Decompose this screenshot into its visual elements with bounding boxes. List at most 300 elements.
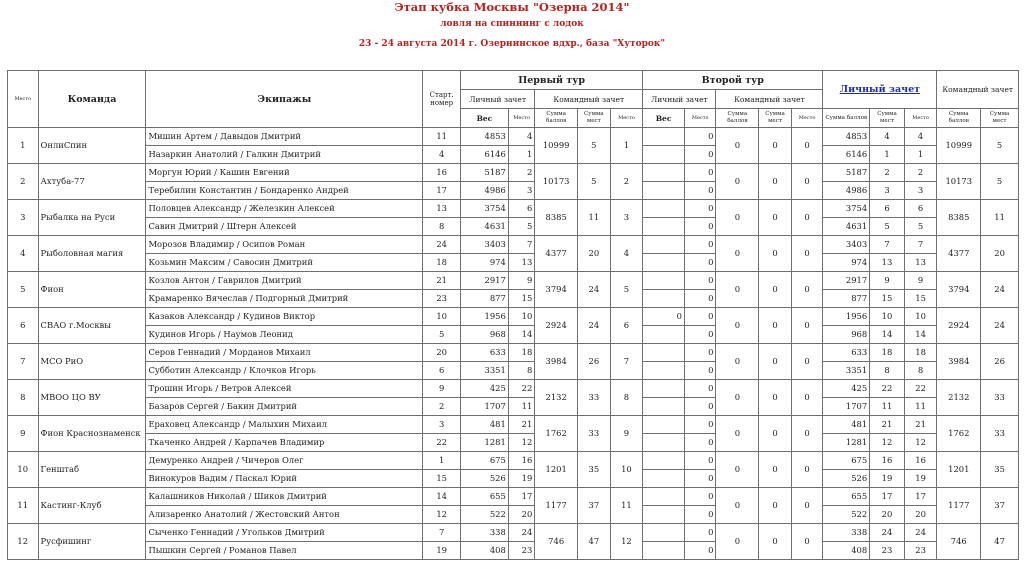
personal-weight: 1281	[823, 434, 870, 452]
r2-sum-points-header: Сумма баллов	[716, 109, 759, 128]
page-title: Этап кубка Москвы "Озерна 2014"	[394, 0, 630, 14]
table-row	[8, 416, 1019, 434]
total-sum-places-header: Сумма мест	[981, 109, 1019, 128]
table-row	[8, 236, 1019, 254]
total-places: 5	[981, 164, 1019, 200]
table-row	[8, 308, 1019, 326]
r1-weight: 974	[460, 254, 508, 272]
r1-place: 12	[508, 434, 534, 452]
total-sum: 8385	[937, 200, 981, 236]
r2-weight: 0	[643, 308, 685, 326]
crew-name: Пышкин Сергей / Романов Павел	[146, 542, 423, 560]
r1-place: 8	[508, 362, 534, 380]
r1-sum-points-header: Сумма баллов	[535, 109, 578, 128]
r1-place: 6	[508, 200, 534, 218]
r1-team-places: 26	[578, 344, 611, 380]
r1-team-sum: 2132	[535, 380, 578, 416]
total-places: 11	[981, 200, 1019, 236]
start-number: 20	[423, 344, 461, 362]
r2-place: 0	[684, 506, 716, 524]
r1-team-sum: 1762	[535, 416, 578, 452]
r1-place: 13	[508, 254, 534, 272]
team-place: 2	[8, 164, 39, 200]
r2-weight	[643, 254, 685, 272]
r1-weight: 3754	[460, 200, 508, 218]
r2-team-places: 0	[759, 416, 792, 452]
total-sum: 4377	[937, 236, 981, 272]
table-row	[8, 524, 1019, 542]
total-sum: 3794	[937, 272, 981, 308]
personal-places: 9	[870, 272, 905, 290]
crew-name: Морозов Владимир / Осипов Роман	[146, 236, 423, 254]
crew-name: Трошин Игорь / Ветров Алексей	[146, 380, 423, 398]
r2-team-places: 0	[759, 128, 792, 164]
personal-weight: 3754	[823, 200, 870, 218]
total-sum: 2132	[937, 380, 981, 416]
r2-team-rank: 0	[791, 488, 823, 524]
total-places: 47	[981, 524, 1019, 560]
r1-team-places: 11	[578, 200, 611, 236]
r2-weight	[643, 506, 685, 524]
r2-place: 0	[684, 128, 716, 146]
personal-places: 24	[870, 524, 905, 542]
r2-team-rank: 0	[791, 416, 823, 452]
personal-weight: 408	[823, 542, 870, 560]
table-row	[8, 470, 1019, 488]
personal-rank: 4	[904, 128, 937, 146]
r1-weight: 4986	[460, 182, 508, 200]
start-number: 14	[423, 488, 461, 506]
personal-rank: 13	[904, 254, 937, 272]
crew-name: Сыченко Геннадий / Угольков Дмитрий	[146, 524, 423, 542]
r2-place: 0	[684, 398, 716, 416]
personal-places: 21	[870, 416, 905, 434]
table-row	[8, 542, 1019, 560]
personal-weight: 522	[823, 506, 870, 524]
start-number: 13	[423, 200, 461, 218]
personal-rank: 22	[904, 380, 937, 398]
crew-name: Назаркин Анатолий / Галкин Дмитрий	[146, 146, 423, 164]
team-total-header: Командный зачет	[937, 71, 1019, 109]
team-place: 11	[8, 488, 39, 524]
r1-place: 19	[508, 470, 534, 488]
table-row	[8, 452, 1019, 470]
personal-sum-points-header: Сумма баллов	[823, 109, 870, 128]
r2-weight	[643, 524, 685, 542]
start-number: 19	[423, 542, 461, 560]
r1-team-rank: 6	[610, 308, 643, 344]
personal-link-header	[823, 71, 937, 109]
r1-weight: 633	[460, 344, 508, 362]
total-places: 20	[981, 236, 1019, 272]
personal-rank: 21	[904, 416, 937, 434]
r1-team-places: 33	[578, 380, 611, 416]
personal-rank: 23	[904, 542, 937, 560]
r2-place: 0	[684, 470, 716, 488]
personal-weight: 526	[823, 470, 870, 488]
team-name: МВОО ЦО ВУ	[38, 380, 146, 416]
r1-place: 24	[508, 524, 534, 542]
crew-name: Мишин Артем / Давыдов Дмитрий	[146, 128, 423, 146]
col-team-header: Команда	[38, 71, 146, 128]
crew-name: Савин Дмитрий / Штерн Алексей	[146, 218, 423, 236]
r2-team-places: 0	[759, 272, 792, 308]
personal-weight: 425	[823, 380, 870, 398]
crew-name: Ткаченко Андрей / Карпачев Владимир	[146, 434, 423, 452]
personal-weight: 4631	[823, 218, 870, 236]
start-number: 10	[423, 308, 461, 326]
personal-places: 7	[870, 236, 905, 254]
total-sum: 3984	[937, 344, 981, 380]
r1-team-sum: 4377	[535, 236, 578, 272]
r1-team-sum: 10999	[535, 128, 578, 164]
start-number: 22	[423, 434, 461, 452]
r1-weight: 2917	[460, 272, 508, 290]
personal-places: 13	[870, 254, 905, 272]
personal-standings-link[interactable]: Личный зачет	[839, 84, 921, 95]
total-places: 35	[981, 452, 1019, 488]
r1-rank-header: Место	[610, 109, 643, 128]
total-places: 24	[981, 308, 1019, 344]
r1-team-sum: 1177	[535, 488, 578, 524]
table-row	[8, 362, 1019, 380]
r1-team-places: 5	[578, 164, 611, 200]
personal-places: 17	[870, 488, 905, 506]
r2-place: 0	[684, 272, 716, 290]
r1-place: 16	[508, 452, 534, 470]
personal-places: 4	[870, 128, 905, 146]
personal-weight: 4853	[823, 128, 870, 146]
r1-weight: 1707	[460, 398, 508, 416]
r1-place: 5	[508, 218, 534, 236]
team-name: СВАО г.Москвы	[38, 308, 146, 344]
personal-weight: 2917	[823, 272, 870, 290]
r2-place: 0	[684, 164, 716, 182]
personal-weight: 877	[823, 290, 870, 308]
crew-name: Крамаренко Вячеслав / Подгорный Дмитрий	[146, 290, 423, 308]
total-places: 26	[981, 344, 1019, 380]
r2-place: 0	[684, 452, 716, 470]
team-place: 5	[8, 272, 39, 308]
crew-name: Половцев Александр / Железкин Алексей	[146, 200, 423, 218]
table-row	[8, 380, 1019, 398]
personal-weight: 3403	[823, 236, 870, 254]
total-sum: 10999	[937, 128, 981, 164]
crew-name: Козлов Антон / Гаврилов Дмитрий	[146, 272, 423, 290]
table-row	[8, 182, 1019, 200]
r1-team-places: 35	[578, 452, 611, 488]
r1-team-rank: 3	[610, 200, 643, 236]
r1-team-rank: 10	[610, 452, 643, 488]
r2-team-places: 0	[759, 164, 792, 200]
r2-team-rank: 0	[791, 164, 823, 200]
start-number: 23	[423, 290, 461, 308]
personal-weight: 481	[823, 416, 870, 434]
r2-place: 0	[684, 236, 716, 254]
start-number: 15	[423, 470, 461, 488]
r2-weight-header: Вес	[643, 109, 685, 128]
personal-places: 1	[870, 146, 905, 164]
personal-weight: 655	[823, 488, 870, 506]
r1-sum-places-header: Сумма мест	[578, 109, 611, 128]
crew-name: Серов Геннадий / Морданов Михаил	[146, 344, 423, 362]
personal-weight: 3351	[823, 362, 870, 380]
r2-team-header: Командный зачет	[716, 90, 823, 109]
table-row	[8, 326, 1019, 344]
r2-weight	[643, 452, 685, 470]
r2-weight	[643, 416, 685, 434]
personal-rank: 7	[904, 236, 937, 254]
table-row	[8, 290, 1019, 308]
personal-weight: 4986	[823, 182, 870, 200]
start-number: 5	[423, 326, 461, 344]
table-row	[8, 506, 1019, 524]
r2-place: 0	[684, 308, 716, 326]
team-name: Рыбалка на Руси	[38, 200, 146, 236]
r2-weight	[643, 344, 685, 362]
crew-name: Теребилин Константин / Бондаренко Андрей	[146, 182, 423, 200]
personal-rank: 8	[904, 362, 937, 380]
r1-weight: 877	[460, 290, 508, 308]
results-body	[8, 128, 1019, 560]
team-name: Фион	[38, 272, 146, 308]
r1-team-rank: 4	[610, 236, 643, 272]
table-row	[8, 146, 1019, 164]
r1-weight-header: Вес	[460, 109, 508, 128]
team-place: 8	[8, 380, 39, 416]
start-number: 11	[423, 128, 461, 146]
r1-weight: 408	[460, 542, 508, 560]
r2-place: 0	[684, 416, 716, 434]
total-sum: 1177	[937, 488, 981, 524]
r1-place: 14	[508, 326, 534, 344]
page-subtitle: ловля на спиннинг с лодок	[440, 19, 584, 29]
r1-place: 20	[508, 506, 534, 524]
r1-place: 1	[508, 146, 534, 164]
r1-place: 10	[508, 308, 534, 326]
r2-place: 0	[684, 524, 716, 542]
start-number: 6	[423, 362, 461, 380]
crew-name: Кудинов Игорь / Наумов Леонид	[146, 326, 423, 344]
personal-rank: 6	[904, 200, 937, 218]
start-number: 3	[423, 416, 461, 434]
r2-weight	[643, 272, 685, 290]
start-number: 16	[423, 164, 461, 182]
personal-rank: 3	[904, 182, 937, 200]
total-places: 33	[981, 380, 1019, 416]
r2-team-places: 0	[759, 452, 792, 488]
personal-rank: 10	[904, 308, 937, 326]
personal-rank: 15	[904, 290, 937, 308]
total-sum-points-header: Сумма баллов	[937, 109, 981, 128]
r1-team-places: 47	[578, 524, 611, 560]
table-row	[8, 272, 1019, 290]
r2-team-sum: 0	[716, 164, 759, 200]
r1-place: 4	[508, 128, 534, 146]
personal-rank: 2	[904, 164, 937, 182]
team-place: 9	[8, 416, 39, 452]
crew-name: Винокуров Вадим / Паскал Юрий	[146, 470, 423, 488]
personal-weight: 1707	[823, 398, 870, 416]
r1-weight: 526	[460, 470, 508, 488]
total-sum: 1201	[937, 452, 981, 488]
crew-name: Калашников Николай / Шиков Дмитрий	[146, 488, 423, 506]
r1-team-rank: 5	[610, 272, 643, 308]
team-place: 10	[8, 452, 39, 488]
r1-place: 22	[508, 380, 534, 398]
results-table	[7, 70, 1019, 560]
r2-team-rank: 0	[791, 128, 823, 164]
r2-place: 0	[684, 200, 716, 218]
r1-weight: 481	[460, 416, 508, 434]
r2-team-sum: 0	[716, 200, 759, 236]
personal-weight: 6146	[823, 146, 870, 164]
total-sum: 746	[937, 524, 981, 560]
personal-rank: 1	[904, 146, 937, 164]
r2-weight	[643, 398, 685, 416]
r1-weight: 6146	[460, 146, 508, 164]
r2-place: 0	[684, 344, 716, 362]
r1-place: 3	[508, 182, 534, 200]
r2-team-places: 0	[759, 344, 792, 380]
r2-weight	[643, 236, 685, 254]
personal-rank: 24	[904, 524, 937, 542]
personal-rank: 17	[904, 488, 937, 506]
crew-name: Базаров Сергей / Бакин Дмитрий	[146, 398, 423, 416]
total-sum: 2924	[937, 308, 981, 344]
personal-places: 3	[870, 182, 905, 200]
r2-weight	[643, 128, 685, 146]
table-row	[8, 200, 1019, 218]
r1-weight: 5187	[460, 164, 508, 182]
total-places: 33	[981, 416, 1019, 452]
r2-weight	[643, 146, 685, 164]
team-place: 12	[8, 524, 39, 560]
r1-weight: 675	[460, 452, 508, 470]
personal-places: 20	[870, 506, 905, 524]
crew-name: Ераховец Александр / Малыхин Михаил	[146, 416, 423, 434]
r1-team-sum: 10173	[535, 164, 578, 200]
r2-team-sum: 0	[716, 488, 759, 524]
r1-place: 15	[508, 290, 534, 308]
personal-rank: 16	[904, 452, 937, 470]
team-place: 7	[8, 344, 39, 380]
r2-weight	[643, 542, 685, 560]
r1-place: 11	[508, 398, 534, 416]
personal-places: 5	[870, 218, 905, 236]
r1-place-header: Место	[508, 109, 534, 128]
team-name: МСО РиО	[38, 344, 146, 380]
start-number: 7	[423, 524, 461, 542]
event-dates-place: 23 - 24 августа 2014 г. Озернинское вдхр., база "Хуторок"	[358, 39, 666, 49]
r1-team-places: 33	[578, 416, 611, 452]
table-row	[8, 164, 1019, 182]
personal-weight: 338	[823, 524, 870, 542]
r2-team-rank: 0	[791, 380, 823, 416]
personal-rank: 19	[904, 470, 937, 488]
r2-team-sum: 0	[716, 308, 759, 344]
team-name: Кастинг-Клуб	[38, 488, 146, 524]
r1-weight: 655	[460, 488, 508, 506]
r1-team-places: 24	[578, 308, 611, 344]
round2-header: Второй тур	[643, 71, 823, 90]
r2-team-sum: 0	[716, 524, 759, 560]
personal-rank: 11	[904, 398, 937, 416]
personal-weight: 968	[823, 326, 870, 344]
r2-team-places: 0	[759, 200, 792, 236]
personal-rank: 12	[904, 434, 937, 452]
r2-place: 0	[684, 488, 716, 506]
r2-team-rank: 0	[791, 236, 823, 272]
personal-places: 16	[870, 452, 905, 470]
start-number: 9	[423, 380, 461, 398]
r2-weight	[643, 488, 685, 506]
r1-weight: 425	[460, 380, 508, 398]
table-row	[8, 434, 1019, 452]
r1-team-sum: 2924	[535, 308, 578, 344]
total-places: 5	[981, 128, 1019, 164]
r1-team-rank: 1	[610, 128, 643, 164]
crew-name: Козьмин Максим / Савосин Дмитрий	[146, 254, 423, 272]
r2-place: 0	[684, 380, 716, 398]
r1-place: 17	[508, 488, 534, 506]
table-row	[8, 218, 1019, 236]
r2-weight	[643, 218, 685, 236]
r2-team-sum: 0	[716, 344, 759, 380]
r1-team-rank: 9	[610, 416, 643, 452]
table-row	[8, 398, 1019, 416]
personal-weight: 974	[823, 254, 870, 272]
r1-team-rank: 11	[610, 488, 643, 524]
r1-weight: 1281	[460, 434, 508, 452]
r2-place: 0	[684, 542, 716, 560]
personal-sum-places-header: Сумма мест	[870, 109, 905, 128]
r2-team-rank: 0	[791, 308, 823, 344]
personal-weight: 1956	[823, 308, 870, 326]
start-number: 18	[423, 254, 461, 272]
crew-name: Казаков Александр / Кудинов Виктор	[146, 308, 423, 326]
personal-weight: 633	[823, 344, 870, 362]
total-sum: 1762	[937, 416, 981, 452]
r2-team-rank: 0	[791, 200, 823, 236]
crew-name: Демуренко Андрей / Чичеров Олег	[146, 452, 423, 470]
team-name: Русфишинг	[38, 524, 146, 560]
r1-team-places: 5	[578, 128, 611, 164]
r1-weight: 3351	[460, 362, 508, 380]
team-name: Ахтуба-77	[38, 164, 146, 200]
crew-name: Субботин Александр / Клочков Игорь	[146, 362, 423, 380]
start-number: 4	[423, 146, 461, 164]
r2-sum-places-header: Сумма мест	[759, 109, 792, 128]
r1-team-places: 20	[578, 236, 611, 272]
r2-place: 0	[684, 362, 716, 380]
table-row	[8, 254, 1019, 272]
personal-places: 18	[870, 344, 905, 362]
r2-team-sum: 0	[716, 128, 759, 164]
r1-weight: 1956	[460, 308, 508, 326]
team-place: 6	[8, 308, 39, 344]
crew-name: Моргун Юрий / Кашин Евгений	[146, 164, 423, 182]
total-sum: 10173	[937, 164, 981, 200]
r1-weight: 522	[460, 506, 508, 524]
r2-weight	[643, 326, 685, 344]
r2-place-header: Место	[684, 109, 716, 128]
r1-place: 23	[508, 542, 534, 560]
r1-team-places: 37	[578, 488, 611, 524]
personal-rank-header: Место	[904, 109, 937, 128]
r2-team-places: 0	[759, 308, 792, 344]
r1-weight: 4853	[460, 128, 508, 146]
